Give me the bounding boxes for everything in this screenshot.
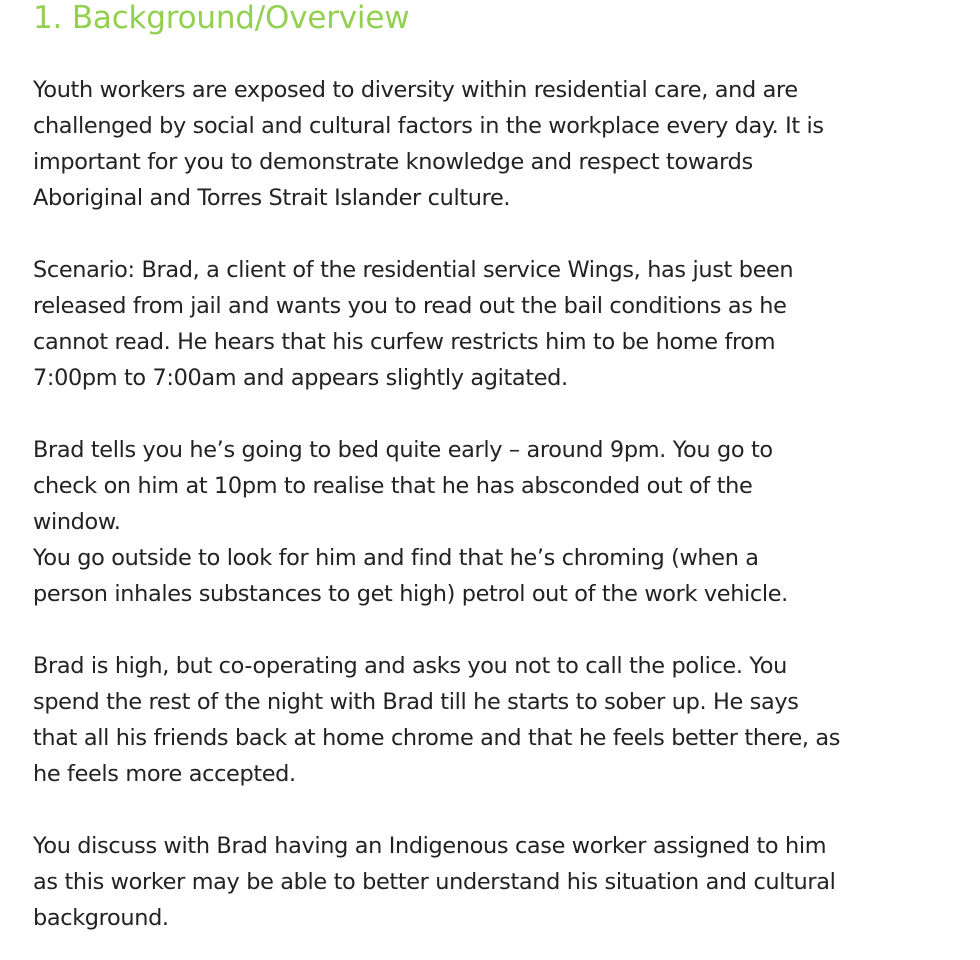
text-line: Brad is high, but co-operating and asks you not to call the police. You [33, 653, 787, 679]
text-line: Aboriginal and Torres Strait Islander culture. [33, 185, 511, 211]
paragraph-absconded [33, 432, 938, 612]
paragraph-scenario [33, 252, 938, 396]
spacer [33, 216, 938, 252]
text-line: 7:00pm to 7:00am and appears slightly agitated. [33, 365, 568, 391]
spacer [33, 792, 938, 828]
text-line: You go outside to look for him and find that he’s chroming (when a [33, 545, 759, 571]
text-line: as this worker may be able to better understand his situation and cultural [33, 869, 836, 895]
text-line: Scenario: Brad, a client of the residential service Wings, has just been [33, 257, 794, 283]
spacer [33, 396, 938, 432]
text-line: You discuss with Brad having an Indigenous case worker assigned to him [33, 833, 827, 859]
text-line: he feels more accepted. [33, 761, 296, 787]
text-line: Brad tells you he’s going to bed quite early – around 9pm. You go to [33, 437, 773, 463]
text-line: that all his friends back at home chrome and that he feels better there, as [33, 725, 841, 751]
text-line: person inhales substances to get high) petrol out of the work vehicle. [33, 581, 788, 607]
spacer [33, 36, 938, 72]
text-line: important for you to demonstrate knowledge and respect towards [33, 149, 753, 175]
text-line: window. [33, 509, 121, 535]
section-heading: 1. Background/Overview [33, 0, 410, 36]
text-line: released from jail and wants you to read out the bail conditions as he [33, 293, 787, 319]
spacer [33, 612, 938, 648]
text-line: challenged by social and cultural factors in the workplace every day. It is [33, 113, 824, 139]
document-page [33, 0, 938, 936]
paragraph-case-worker [33, 828, 938, 936]
text-line: cannot read. He hears that his curfew restricts him to be home from [33, 329, 776, 355]
text-line: background. [33, 905, 169, 931]
text-line: check on him at 10pm to realise that he has absconded out of the [33, 473, 753, 499]
text-line: Youth workers are exposed to diversity within residential care, and are [33, 77, 798, 103]
paragraph-intro [33, 72, 938, 216]
paragraph-high [33, 648, 938, 792]
text-line: spend the rest of the night with Brad till he starts to sober up. He says [33, 689, 799, 715]
